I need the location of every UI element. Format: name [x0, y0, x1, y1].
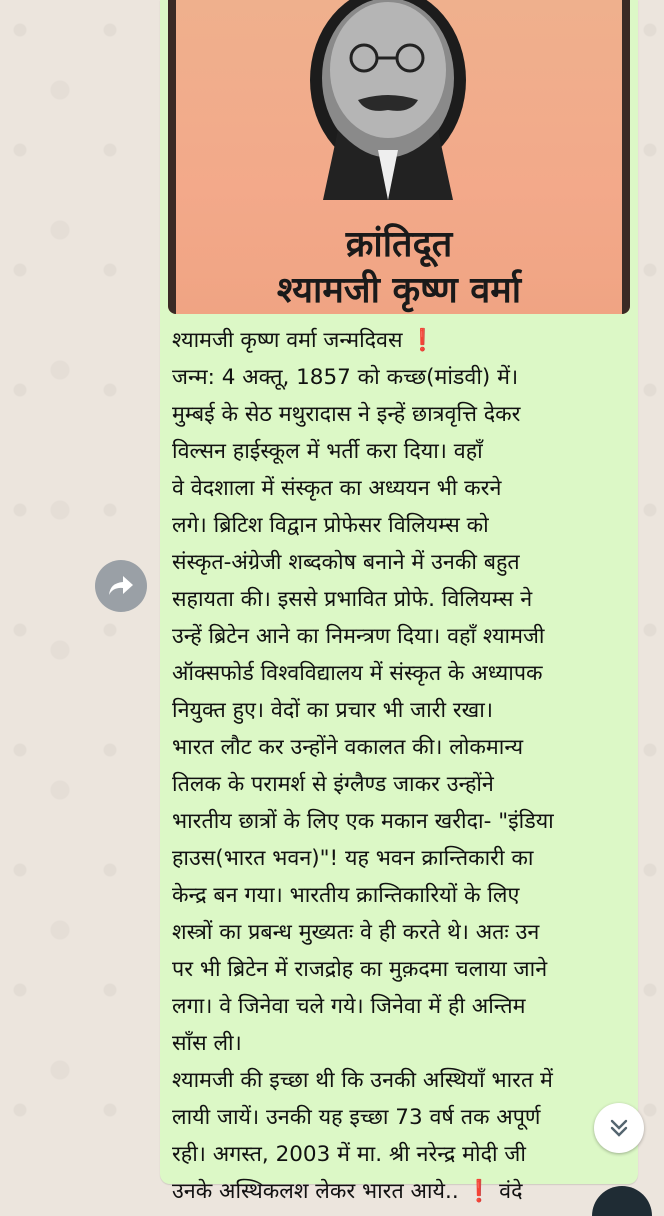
scroll-to-bottom-button[interactable] [594, 1103, 644, 1153]
message-line: लगा। वे जिनेवा चले गये। जिनेवा में ही अन्तिम [172, 994, 526, 1019]
message-line: तिलक के परामर्श से इंग्लैण्ड जाकर उन्होंने [172, 772, 494, 797]
message-line: जन्म: 4 अक्तू, 1857 को कच्छ(मांडवी) में। [172, 365, 519, 390]
message-line: शस्त्रों का प्रबन्ध मुख्यतः वे ही करते थे। अतः उन [172, 920, 540, 945]
exclamation-emoji: ❗ [465, 1179, 493, 1204]
message-last-line [172, 1173, 632, 1210]
image-caption-title: क्रांतिदूत [345, 224, 453, 265]
portrait-illustration [278, 0, 498, 200]
forward-button[interactable] [95, 560, 147, 612]
exclamation-emoji: ❗ [409, 328, 437, 353]
message-title-text: श्यामजी कृष्ण वर्मा जन्मदिवस [172, 328, 403, 353]
message-line: उन्हें ब्रिटेन आने का निमन्त्रण दिया। वहाँ श्यामजी [172, 624, 545, 649]
message-line: विल्सन हाईस्कूल में भर्ती करा दिया। वहाँ [172, 439, 483, 464]
message-line: संस्कृत-अंग्रेजी शब्दकोष बनाने में उनकी बहुत [172, 550, 520, 575]
message-title [172, 322, 632, 359]
message-line: लगे। ब्रिटिश विद्वान प्रोफेसर विलियम्स को [172, 513, 489, 538]
image-caption-name: श्यामजी कृष्ण वर्मा [276, 270, 522, 311]
message-line: हाउस(भारत भवन)"! यह भवन क्रान्तिकारी का [172, 846, 534, 871]
message-image[interactable] [168, 0, 630, 314]
last-line-text: उनके अस्थिकलश लेकर भारत आये.. [172, 1179, 459, 1204]
message-line: सहायता की। इससे प्रभावित प्रोफे. विलियम्स ने [172, 587, 533, 612]
message-line: भारत लौट कर उन्होंने वकालत की। लोकमान्य [172, 735, 524, 760]
message-line: साँस ली। [172, 1031, 242, 1056]
message-text [172, 322, 632, 1210]
message-bubble[interactable] [160, 0, 638, 1204]
message-line: केन्द्र बन गया। भारतीय क्रान्तिकारियों के लिए [172, 883, 520, 908]
message-line: वे वेदशाला में संस्कृत का अध्ययन भी करने [172, 476, 502, 501]
last-line-tail: वंदे [499, 1179, 523, 1204]
message-line: रही। अगस्त, 2003 में मा. श्री नरेन्द्र मोदी जी [172, 1142, 526, 1167]
message-line: पर भी ब्रिटेन में राजद्रोह का मुक़दमा चलाया जाने [172, 957, 548, 982]
message-line: मुम्बई के सेठ मथुरादास ने इन्हें छात्रवृत्ति देकर [172, 402, 521, 427]
message-line: श्यामजी की इच्छा थी कि उनकी अस्थियाँ भारत में [172, 1068, 553, 1093]
forward-arrow-icon [107, 574, 135, 598]
double-chevron-down-icon [608, 1117, 630, 1139]
message-line: नियुक्त हुए। वेदों का प्रचार भी जारी रखा। [172, 698, 493, 723]
message-line: ऑक्सफोर्ड विश्वविद्यालय में संस्कृत के अध्यापक [172, 661, 543, 686]
message-line: भारतीय छात्रों के लिए एक मकान खरीदा- "इंडिया [172, 809, 554, 834]
message-line: लायी जायें। उनकी यह इच्छा 73 वर्ष तक अपूर्ण [172, 1105, 541, 1130]
